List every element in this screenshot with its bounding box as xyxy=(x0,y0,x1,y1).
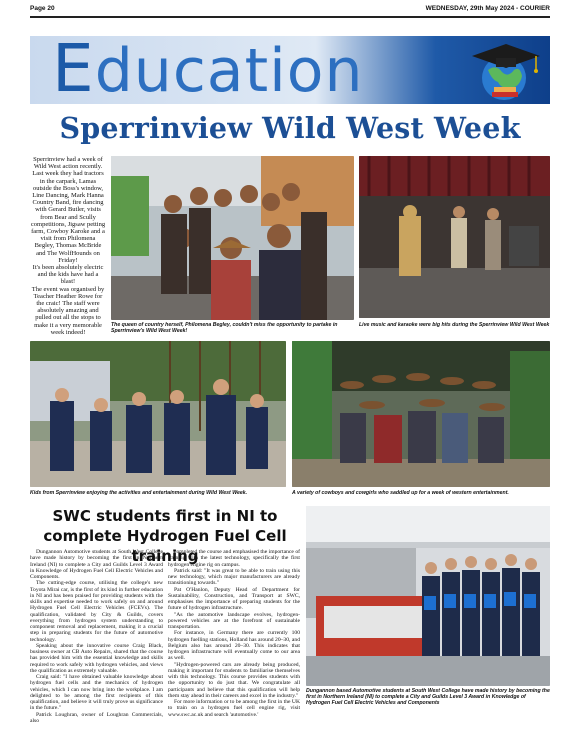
photo-swc-students xyxy=(306,506,550,686)
article-paragraph: "Hydrogen-powered cars are already being produced, making it important for students to familiarise themselves with this technology. This course provides students with the opportunity to do just that. We congratulate all participants and believe that this qualification will help them stay ahead in their careers and excel in the industry." xyxy=(168,661,300,699)
article-paragraph: "As the automotive landscape evolves, hydrogen-powered vehicles are at the forefront of sustainable transportation. xyxy=(168,611,300,630)
caption-live-music: Live music and karaoke were big hits during the Sperrinview Wild West Week xyxy=(359,322,550,328)
intro-paragraph: Last week they had tractors in the carpark, Lamas outside the Boss's window, Line Dancing, Mark Hanna Country Band, fire dancing with Gerard Butler, visits from Bear and Scully competitions, Jigsaw petting farm, Cowboy Karoke and a visit from Philomena Begley, Thomas McBride and The WolfHounds on Friday! xyxy=(30,170,106,264)
photo-philomena-group xyxy=(111,156,354,320)
caption-kids: Kids from Sperrinview enjoying the activities and entertainment during Wild West Week. xyxy=(30,490,248,496)
intro-paragraph: Sperrinview had a week of Wild West action recently. xyxy=(33,156,103,171)
photo-cowboys-group xyxy=(292,341,550,487)
page-header xyxy=(30,3,550,15)
header-rule xyxy=(30,16,550,18)
intro-paragraph: It's been absolutely electric and the kids have had a blast! xyxy=(32,264,104,286)
article-paragraph: Speaking about the innovative course Craig Black, business owner at CB Auto Repairs, shared that the course has provided him with the essential knowledge and skills required to work safely with hydrogen vehicles, and views the qualification as extremely valuable. xyxy=(30,642,163,674)
section-banner xyxy=(30,36,550,104)
caption-philomena: The queen of country herself, Philomena Begley, couldn't miss the opportunity to partake in Sperrinview's Wild West Week! xyxy=(111,322,338,335)
caption-cowboys: A variety of cowboys and cowgirls who saddled up for a week of western entertainment. xyxy=(292,490,509,496)
page-number: Page 20 xyxy=(30,5,55,12)
section-title-initial: E xyxy=(52,36,95,104)
article-paragraph: Patrick said: "It was great to be able to train using this new technology, which major manufacturers are already transitioning towards." xyxy=(168,567,300,587)
issue-date: WEDNESDAY, 29th May 2024 - COURIER xyxy=(425,5,550,12)
article-paragraph: Dungannon Automotive students at South West College have made history by becoming the first in Northern Ireland (NI) to complete a City and Guilds Level 3 Award in Knowledge of Hydrogen Fuel Cell Electric Vehicles and Components. xyxy=(30,549,163,580)
caption-swc: Dungannon based Automotive students at South West College have made history by becoming the first in Northern Ireland (NI) to complete a City and Guilds Level 3 Award in Knowledge of Hydrogen Fuel Cell Electric Vehicles and Components xyxy=(306,688,550,707)
section-title-rest: ducation xyxy=(94,36,364,104)
article-paragraph: Craig said: "I have obtained valuable knowledge about hydrogen fuel cells and the mechanics of hydrogen vehicles, which I can now bring into the workplace. I am delighted to be among the first recipients of this qualification, and believe it will truly prove us significance in the future." xyxy=(30,674,163,712)
intro-paragraph: The event was organised by Teacher Heather Rowe for the craic! The staff were absolutely amazing and pulled out all the stops to make it a very memorable week indeed! xyxy=(31,285,105,336)
article-paragraph: Patrick Loughran, owner of Loughran Commercials, also xyxy=(30,711,163,724)
intro-column xyxy=(30,156,106,336)
article-paragraph: For more information or to be among the first in the UK to train on a hydrogen fuel cell engine rig, visit www.swc.ac.uk and search 'automotive.' xyxy=(168,699,300,718)
section-title xyxy=(52,36,364,104)
photo-live-music xyxy=(359,156,550,318)
article-two-column-left xyxy=(30,549,163,724)
article-paragraph: The cutting-edge course, utilising the college's new Toyota Mirai car, is the first of its kind in further education in NI and has been praised for providing students with the skills and expertise needed to work safely on and around Hydrogen Fuel Cell Electric Vehicles (FCEVs). The qualification, validated by City & Guilds, covers everything from hydrogen system understanding to component removal and replacement, making it a crucial step in preparing students for the future of automotive technology. xyxy=(30,580,163,643)
photo-kids-activities xyxy=(30,341,286,487)
article-two-title: SWC students first in NI to complete Hydrogen Fuel Cell training xyxy=(43,507,287,565)
article-paragraph: completed the course and emphasised the importance of training with the latest technology, specifically the first hydrogen engine rig on campus. xyxy=(168,549,300,568)
main-headline: Sperrinview Wild West Week xyxy=(59,111,521,145)
article-paragraph: Pat O'Hanlon, Deputy Head of Department for Sustainability, Construction, and Transport at SWC, emphasises the importance of preparing students for the future of hydrogen infrastructure. xyxy=(168,586,300,612)
article-paragraph: For instance, in Germany there are currently 100 hydrogen fuelling stations, Holland has around 20–30, and Belgium also has around 20–30. This indicates that hydrogen infrastructure will eventually come to our area as well. xyxy=(168,630,300,662)
article-two-column-right xyxy=(168,549,300,718)
graduation-globe-icon xyxy=(462,40,544,102)
